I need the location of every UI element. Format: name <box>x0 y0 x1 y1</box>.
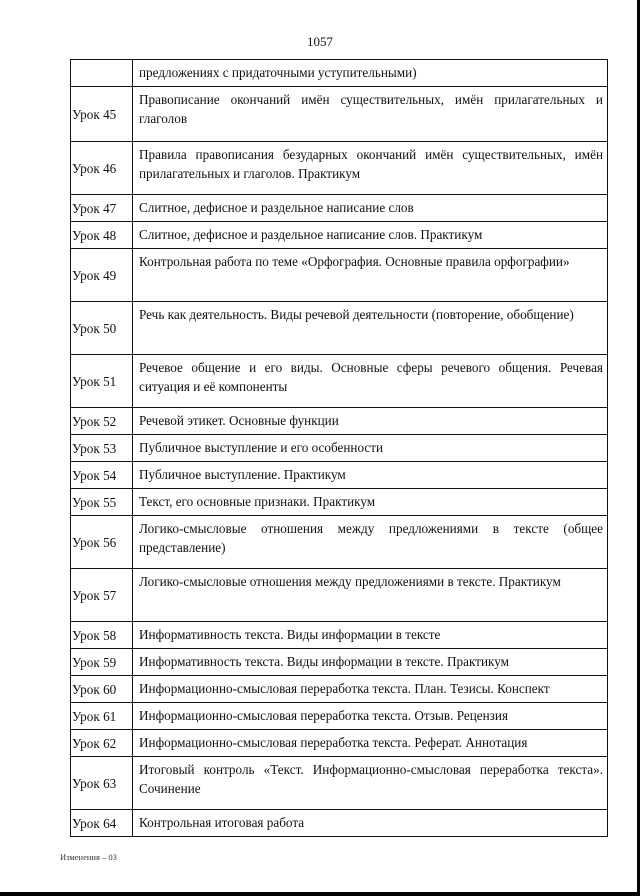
lesson-topic: Контрольная итоговая работа <box>133 810 608 837</box>
lesson-number: Урок 55 <box>71 489 133 516</box>
lesson-row <box>71 60 608 87</box>
lesson-number: Урок 57 <box>71 569 133 622</box>
lesson-table <box>70 59 608 837</box>
lesson-topic: Слитное, дефисное и раздельное написание слов <box>133 195 608 222</box>
lesson-topic: Логико-смысловые отношения между предложениями в тексте (общее представление) <box>133 516 608 569</box>
lesson-topic: Информативность текста. Виды информации в тексте <box>133 622 608 649</box>
lesson-topic: Речь как деятельность. Виды речевой деятельности (повторение, обобщение) <box>133 302 608 355</box>
lesson-row <box>71 703 608 730</box>
lesson-topic: Речевое общение и его виды. Основные сферы речевого общения. Речевая ситуация и её компоненты <box>133 355 608 408</box>
lesson-row <box>71 757 608 810</box>
lesson-row <box>71 730 608 757</box>
lesson-topic: Публичное выступление и его особенности <box>133 435 608 462</box>
lesson-number: Урок 64 <box>71 810 133 837</box>
lesson-row <box>71 435 608 462</box>
lesson-topic: Речевой этикет. Основные функции <box>133 408 608 435</box>
lesson-number: Урок 52 <box>71 408 133 435</box>
lesson-number: Урок 59 <box>71 649 133 676</box>
lesson-topic: Контрольная работа по теме «Орфография. Основные правила орфографии» <box>133 249 608 302</box>
lesson-row <box>71 676 608 703</box>
lesson-topic: Текст, его основные признаки. Практикум <box>133 489 608 516</box>
lesson-row <box>71 622 608 649</box>
lesson-topic: Итоговый контроль «Текст. Информационно-смысловая переработка текста». Сочинение <box>133 757 608 810</box>
lesson-row <box>71 302 608 355</box>
lesson-topic: предложениях с придаточными уступительными) <box>133 60 608 87</box>
lesson-row <box>71 408 608 435</box>
lesson-row <box>71 222 608 249</box>
lesson-row <box>71 142 608 195</box>
lesson-number: Урок 49 <box>71 249 133 302</box>
lesson-number: Урок 60 <box>71 676 133 703</box>
lesson-topic: Правописание окончаний имён существительных, имён прилагательных и глаголов <box>133 87 608 142</box>
lesson-number: Урок 53 <box>71 435 133 462</box>
lesson-number: Урок 63 <box>71 757 133 810</box>
lesson-topic: Информационно-смысловая переработка текста. План. Тезисы. Конспект <box>133 676 608 703</box>
lesson-number: Урок 62 <box>71 730 133 757</box>
lesson-number: Урок 51 <box>71 355 133 408</box>
lesson-row <box>71 489 608 516</box>
lesson-number: Урок 54 <box>71 462 133 489</box>
lesson-topic: Публичное выступление. Практикум <box>133 462 608 489</box>
lesson-topic: Правила правописания безударных окончаний имён существительных, имён прилагательных и глаголов. Практикум <box>133 142 608 195</box>
lesson-topic: Информационно-смысловая переработка текста. Отзыв. Рецензия <box>133 703 608 730</box>
lesson-topic: Логико-смысловые отношения между предложениями в тексте. Практикум <box>133 569 608 622</box>
lesson-table-body <box>71 60 608 837</box>
lesson-number: Урок 48 <box>71 222 133 249</box>
lesson-number <box>71 60 133 87</box>
lesson-row <box>71 87 608 142</box>
lesson-topic: Слитное, дефисное и раздельное написание слов. Практикум <box>133 222 608 249</box>
lesson-number: Урок 47 <box>71 195 133 222</box>
lesson-row <box>71 569 608 622</box>
lesson-number: Урок 50 <box>71 302 133 355</box>
lesson-topic: Информативность текста. Виды информации в тексте. Практикум <box>133 649 608 676</box>
page-number: 1057 <box>307 34 333 49</box>
footer-revision-note: Изменения – 03 <box>60 852 117 862</box>
lesson-row <box>71 649 608 676</box>
lesson-number: Урок 45 <box>71 87 133 142</box>
lesson-number: Урок 61 <box>71 703 133 730</box>
lesson-number: Урок 58 <box>71 622 133 649</box>
lesson-number: Урок 46 <box>71 142 133 195</box>
lesson-row <box>71 810 608 837</box>
lesson-row <box>71 462 608 489</box>
lesson-row <box>71 249 608 302</box>
lesson-topic: Информационно-смысловая переработка текста. Реферат. Аннотация <box>133 730 608 757</box>
scan-edge-bottom <box>0 892 640 896</box>
lesson-number: Урок 56 <box>71 516 133 569</box>
lesson-row <box>71 195 608 222</box>
lesson-row <box>71 355 608 408</box>
lesson-row <box>71 516 608 569</box>
